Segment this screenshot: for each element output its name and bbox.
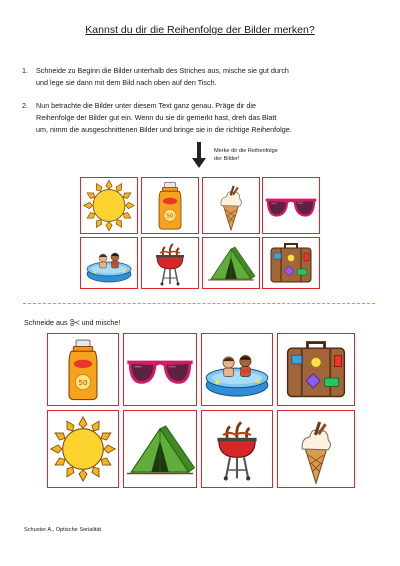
memory-hint-line: Merke dir die Reihenfolge <box>214 148 278 154</box>
instruction-line: Nun betrachte die Bilder unter diesem Text ganz genau. Präge dir die <box>36 101 257 110</box>
cut-instruction-prefix: Schneide aus <box>24 318 68 327</box>
suitcase-icon <box>278 334 354 405</box>
memory-card <box>141 237 199 289</box>
sunscreen-icon <box>142 178 198 233</box>
memory-card <box>141 177 199 234</box>
memory-hint <box>214 147 334 163</box>
instruction-number: 2. <box>22 101 28 110</box>
instruction-line: Reihenfolge der Bilder gut ein. Wenn du sie dir gemerkt hast, dreh das Blatt <box>36 113 277 122</box>
memory-card <box>202 237 260 289</box>
instruction-2 <box>22 100 376 136</box>
suitcase-icon <box>263 238 319 288</box>
sunscreen-icon <box>48 334 118 405</box>
svg-text:50: 50 <box>78 378 88 387</box>
cut-card <box>47 410 119 488</box>
tent-icon <box>124 411 196 487</box>
instruction-line: und lege sie dann mit dem Bild nach oben auf den Tisch. <box>36 78 217 87</box>
paddling-pool-icon <box>81 238 137 288</box>
cut-card <box>123 333 197 406</box>
page-title: Kannst du dir die Reihenfolge der Bilder merken? <box>85 24 315 36</box>
paddling-pool-icon <box>202 334 272 405</box>
footer: Schuster A., Optische Serialität <box>24 527 102 533</box>
memory-card <box>202 177 260 234</box>
ice-cream-icon <box>278 411 354 487</box>
sun-icon <box>48 411 118 487</box>
instruction-line: Schneide zu Beginn die Bilder unterhalb des Striches aus, mische sie gut durch <box>36 66 289 75</box>
cut-card <box>201 410 273 488</box>
memory-card <box>262 177 320 234</box>
cut-card <box>201 333 273 406</box>
cut-card <box>277 410 355 488</box>
cut-card <box>277 333 355 406</box>
cut-instruction-suffix: und mische! <box>81 318 121 327</box>
memory-card <box>80 237 138 289</box>
memory-hint-line: der Bilder! <box>214 156 240 162</box>
tent-icon <box>203 238 259 288</box>
instruction-line: um, nimm die ausgeschnittenen Bilder und bringe sie in die richtige Reihenfolge. <box>36 125 292 134</box>
instruction-number: 1. <box>22 66 28 75</box>
grill-icon <box>142 238 198 288</box>
memory-card <box>80 177 138 234</box>
cut-card <box>47 333 119 406</box>
ice-cream-icon <box>203 178 259 233</box>
sunglasses-icon <box>263 178 319 233</box>
cut-line <box>23 303 375 304</box>
memory-card <box>262 237 320 289</box>
sunglasses-icon <box>124 334 196 405</box>
grill-icon <box>202 411 272 487</box>
sun-icon <box>81 178 137 233</box>
svg-text:50: 50 <box>166 213 174 220</box>
cut-instruction <box>24 318 120 327</box>
scissors-icon <box>70 319 80 326</box>
cut-card <box>123 410 197 488</box>
down-arrow-icon <box>192 142 206 168</box>
instruction-1 <box>22 65 376 89</box>
